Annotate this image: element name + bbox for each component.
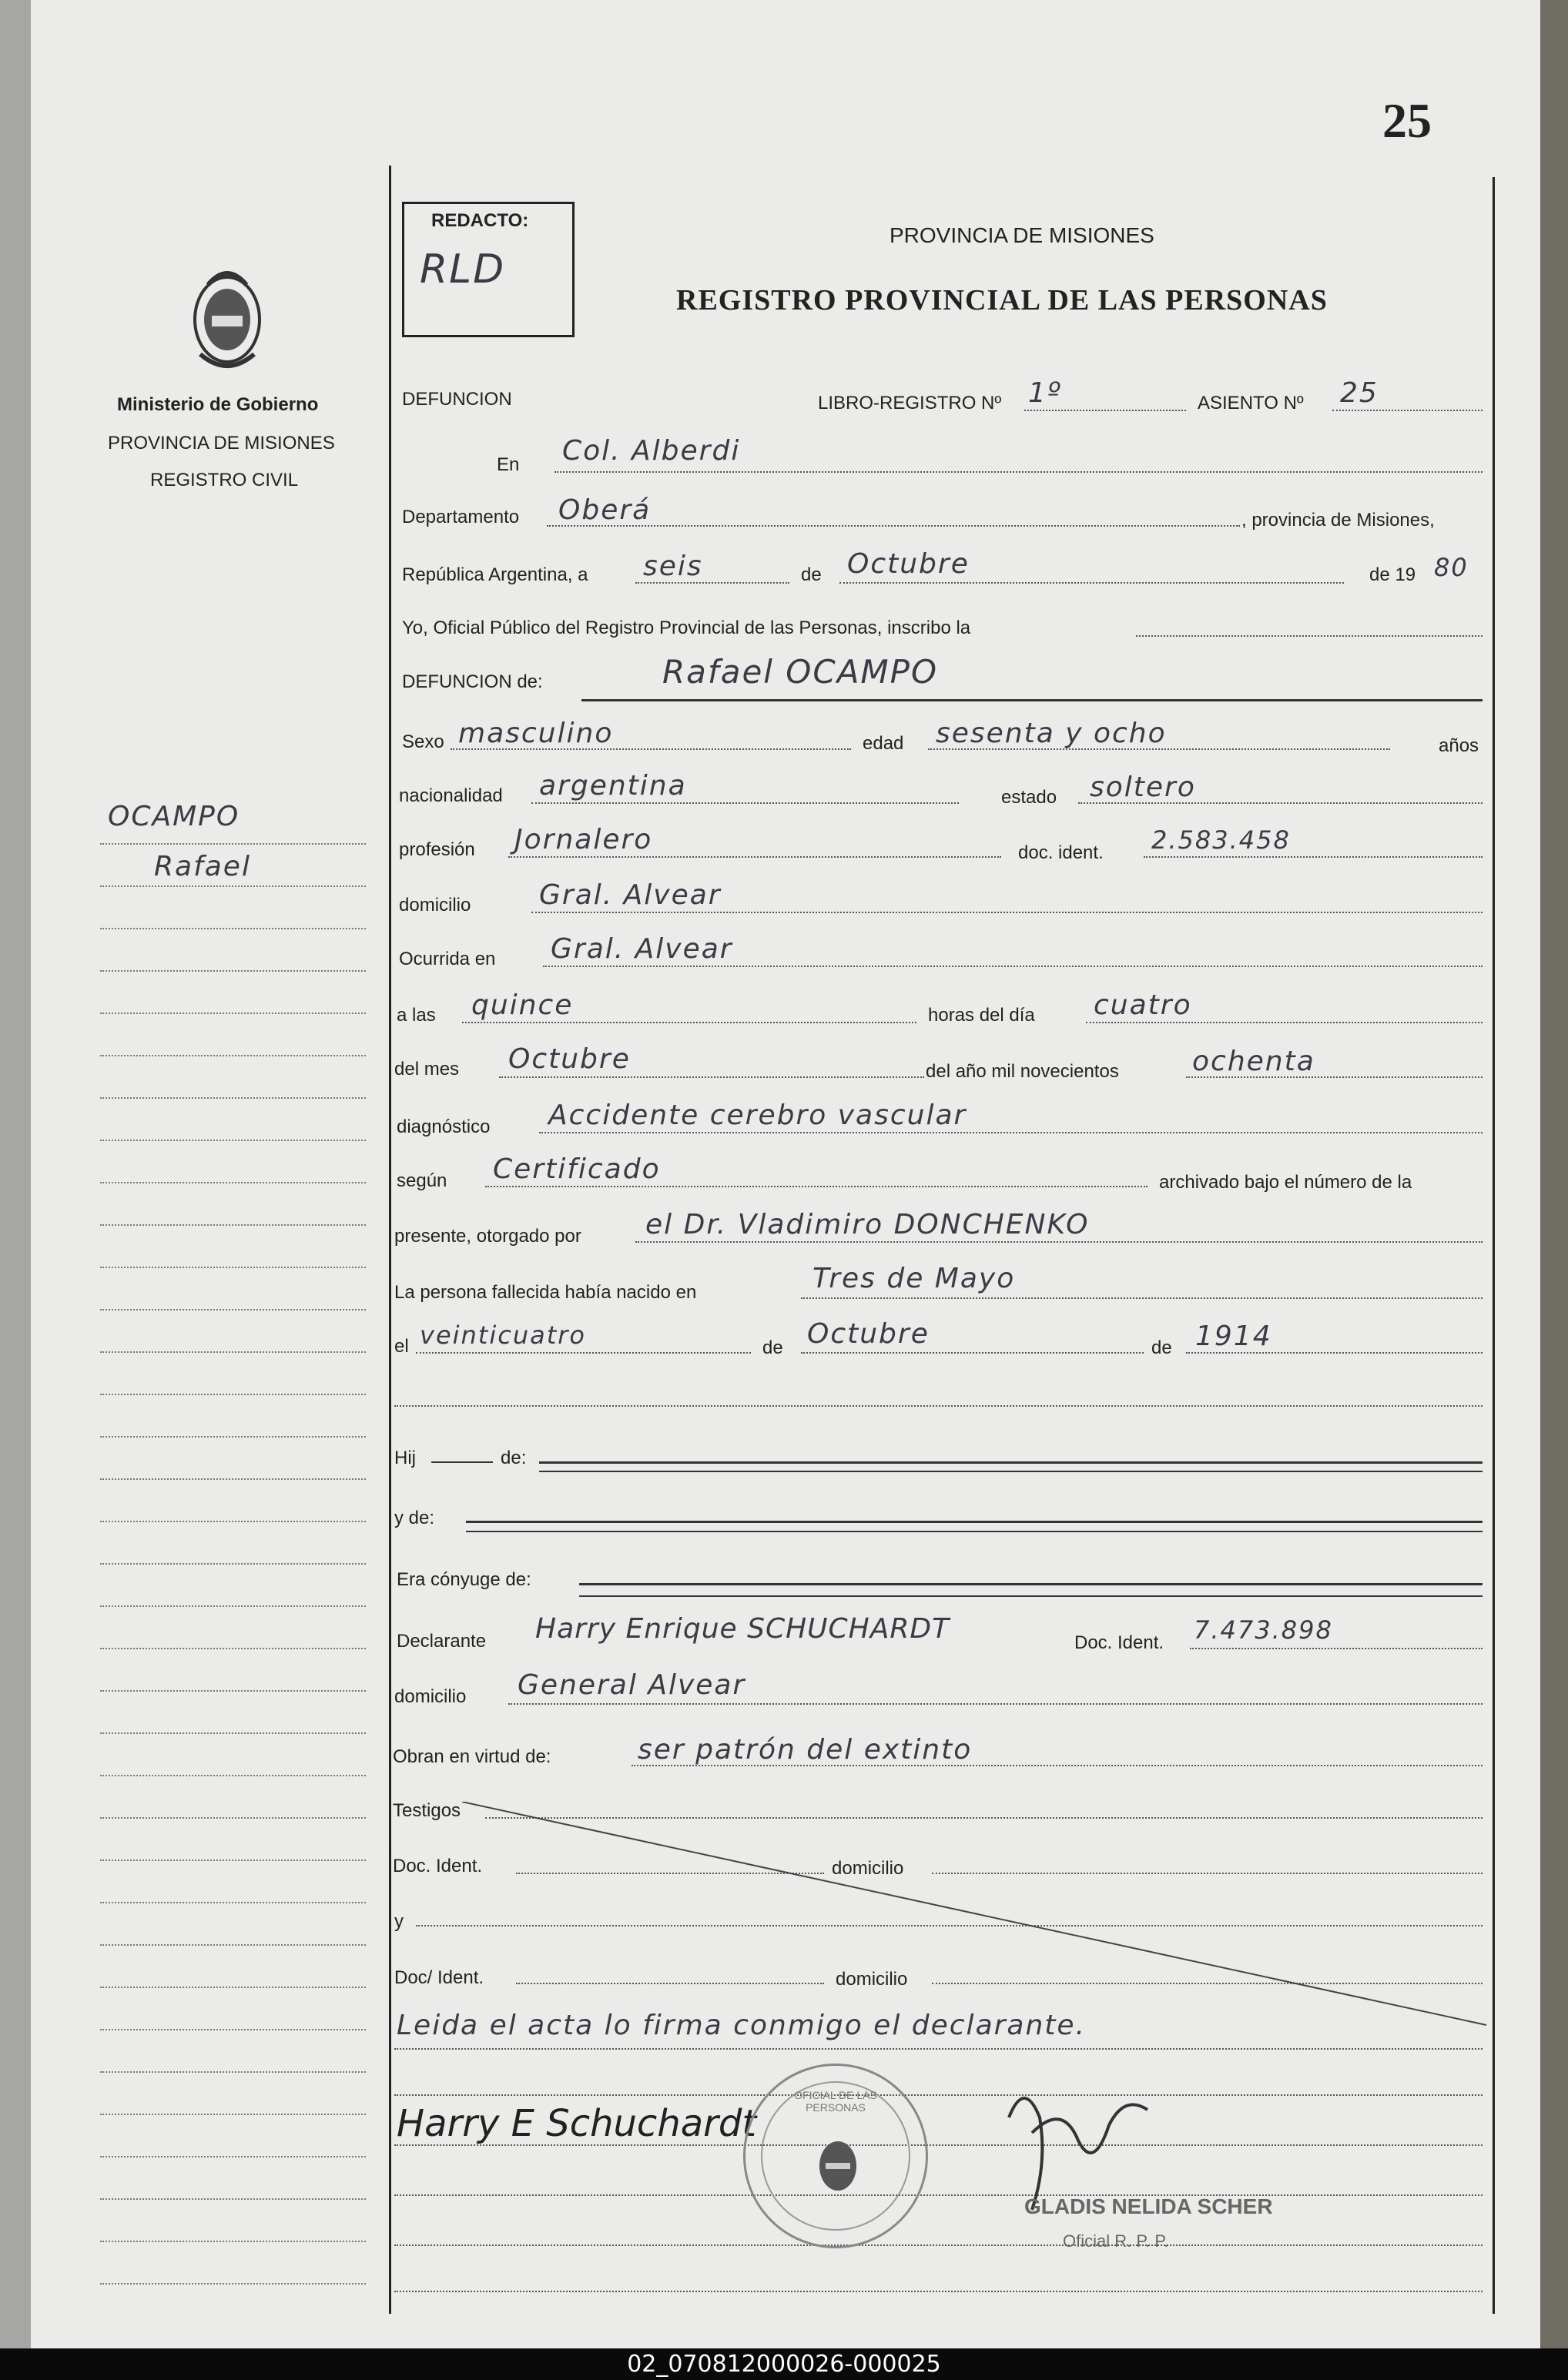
margin-given-name: Rafael (154, 851, 251, 882)
record-type: DEFUNCION (402, 389, 512, 410)
redacto-label: REDACTO: (431, 210, 529, 231)
birth-year-label: de (1151, 1337, 1172, 1358)
nacido-label: La persona fallecida había nacido en (394, 1282, 697, 1303)
official-seal (743, 2064, 928, 2248)
defuncion-label: DEFUNCION de: (402, 671, 543, 692)
sexo-label: Sexo (402, 731, 444, 752)
declarante-label: Declarante (397, 1631, 487, 1652)
book-edge (1540, 0, 1568, 2348)
hij-label: Hij (394, 1448, 416, 1468)
birth-year-value: 1914 (1195, 1321, 1272, 1352)
day-value: seis (643, 551, 703, 582)
presente-value: el Dr. Vladimiro DONCHENKO (645, 1209, 1090, 1240)
birth-de-label: de (762, 1337, 783, 1358)
el-label: el (394, 1336, 409, 1357)
en-label: En (497, 454, 520, 475)
profesion-value: Jornalero (514, 824, 653, 855)
image-id-footer: 02_070812000026-000025 (0, 2348, 1568, 2380)
diagnostico-value: Accidente cerebro vascular (548, 1100, 967, 1131)
seal-emblem-icon (813, 2135, 863, 2197)
anio-value: ochenta (1192, 1046, 1315, 1077)
book-value: 1º (1028, 377, 1062, 409)
t-doc-label: Doc. Ident. (393, 1856, 483, 1876)
delmes-label: del mes (394, 1059, 460, 1080)
seal-text: OFICIAL DE LAS PERSONAS (794, 2089, 877, 2114)
book-label: LIBRO-REGISTRO Nº (818, 393, 1002, 413)
doc-label: doc. ident. (1018, 842, 1104, 863)
anos-label: años (1439, 735, 1479, 756)
presente-label: presente, otorgado por (394, 1226, 581, 1247)
official-name-stamp: GLADIS NELIDA SCHER (1024, 2194, 1273, 2218)
republic-label: República Argentina, a (402, 564, 588, 585)
horas-label: horas del día (928, 1005, 1035, 1026)
oficial-text: Yo, Oficial Público del Registro Provincial de las Personas, inscribo la (402, 618, 971, 638)
margin-surname: OCAMPO (108, 801, 240, 832)
decl-domicilio-value: General Alvear (518, 1669, 746, 1701)
closing-text: Leida el acta lo firma conmigo el declarante. (397, 2010, 1087, 2041)
sexo-value: masculino (458, 718, 614, 749)
archivado-label: archivado bajo el número de la (1159, 1172, 1412, 1193)
nacionalidad-value: argentina (539, 770, 687, 802)
entry-label: ASIENTO Nº (1198, 393, 1304, 413)
decl-doc-label: Doc. Ident. (1074, 1632, 1164, 1653)
de-label: de (801, 564, 822, 585)
year-label: de 19 (1369, 564, 1416, 585)
yde-label: y de: (394, 1508, 435, 1528)
obran-label: Obran en virtud de: (393, 1746, 551, 1767)
nacionalidad-label: nacionalidad (399, 785, 503, 806)
dept-label: Departamento (402, 507, 520, 527)
y-label: y (394, 1911, 404, 1932)
alas-label: a las (397, 1005, 436, 1026)
domicilio-label: domicilio (399, 895, 471, 916)
ocurrida-value: Gral. Alvear (551, 933, 733, 965)
en-value: Col. Alberdi (562, 435, 741, 467)
redacto-initials: RLD (420, 246, 506, 293)
frame-left-line (389, 166, 391, 2314)
page-number: 25 (1382, 93, 1432, 148)
ocurrida-label: Ocurrida en (399, 949, 496, 969)
testigos-label: Testigos (393, 1800, 461, 1821)
segun-label: según (397, 1170, 447, 1191)
profesion-label: profesión (399, 839, 475, 860)
diagnostico-label: diagnóstico (397, 1116, 491, 1137)
obran-value: ser patrón del extinto (638, 1734, 973, 1766)
year-value: 80 (1434, 553, 1469, 582)
dia-value: cuatro (1094, 989, 1192, 1021)
redacto-box (402, 202, 575, 337)
t2-domicilio-label: domicilio (836, 1969, 908, 1990)
registry-label: REGISTRO CIVIL (150, 470, 299, 490)
decl-domicilio-label: domicilio (394, 1686, 467, 1707)
segun-value: Certificado (493, 1153, 661, 1185)
estado-label: estado (1001, 787, 1057, 808)
book-binding (0, 0, 31, 2348)
declarante-value: Harry Enrique SCHUCHARDT (535, 1613, 950, 1645)
edad-label: edad (863, 733, 904, 754)
mes-value: Octubre (508, 1043, 631, 1075)
estado-value: soltero (1090, 772, 1196, 803)
month-value: Octubre (847, 548, 970, 580)
official-title-stamp: Oficial R. P. P. (1063, 2231, 1169, 2251)
coat-of-arms-icon (185, 254, 270, 377)
anio-label: del año mil novecientos (926, 1061, 1119, 1082)
doc-value: 2.583.458 (1151, 825, 1291, 855)
province-suffix: , provincia de Misiones, (1241, 510, 1435, 531)
ministry-label: Ministerio de Gobierno (117, 394, 319, 415)
decl-doc-value: 7.473.898 (1194, 1615, 1333, 1645)
domicilio-value: Gral. Alvear (539, 879, 722, 911)
alas-value: quince (471, 989, 574, 1021)
left-province-label: PROVINCIA DE MISIONES (108, 433, 335, 454)
conyuge-label: Era cónyuge de: (397, 1569, 531, 1590)
entry-value: 25 (1340, 377, 1379, 409)
declarant-signature: Harry E Schuchardt (397, 2102, 757, 2145)
birth-day-value: veinticuatro (420, 1321, 586, 1350)
edad-value: sesenta y ocho (936, 718, 1167, 749)
cancel-diagonal-line (462, 1802, 1494, 2033)
birth-month-value: Octubre (807, 1318, 930, 1350)
deceased-name: Rafael OCAMPO (662, 653, 939, 691)
hij-de-label: de: (501, 1448, 527, 1468)
header-title: REGISTRO PROVINCIAL DE LAS PERSONAS (676, 284, 1328, 316)
t-domicilio-label: domicilio (832, 1858, 904, 1879)
header-province: PROVINCIA DE MISIONES (890, 223, 1154, 247)
t2-doc-label: Doc/ Ident. (394, 1967, 484, 1988)
nacido-value: Tres de Mayo (812, 1263, 1016, 1294)
dept-value: Oberá (558, 494, 652, 526)
